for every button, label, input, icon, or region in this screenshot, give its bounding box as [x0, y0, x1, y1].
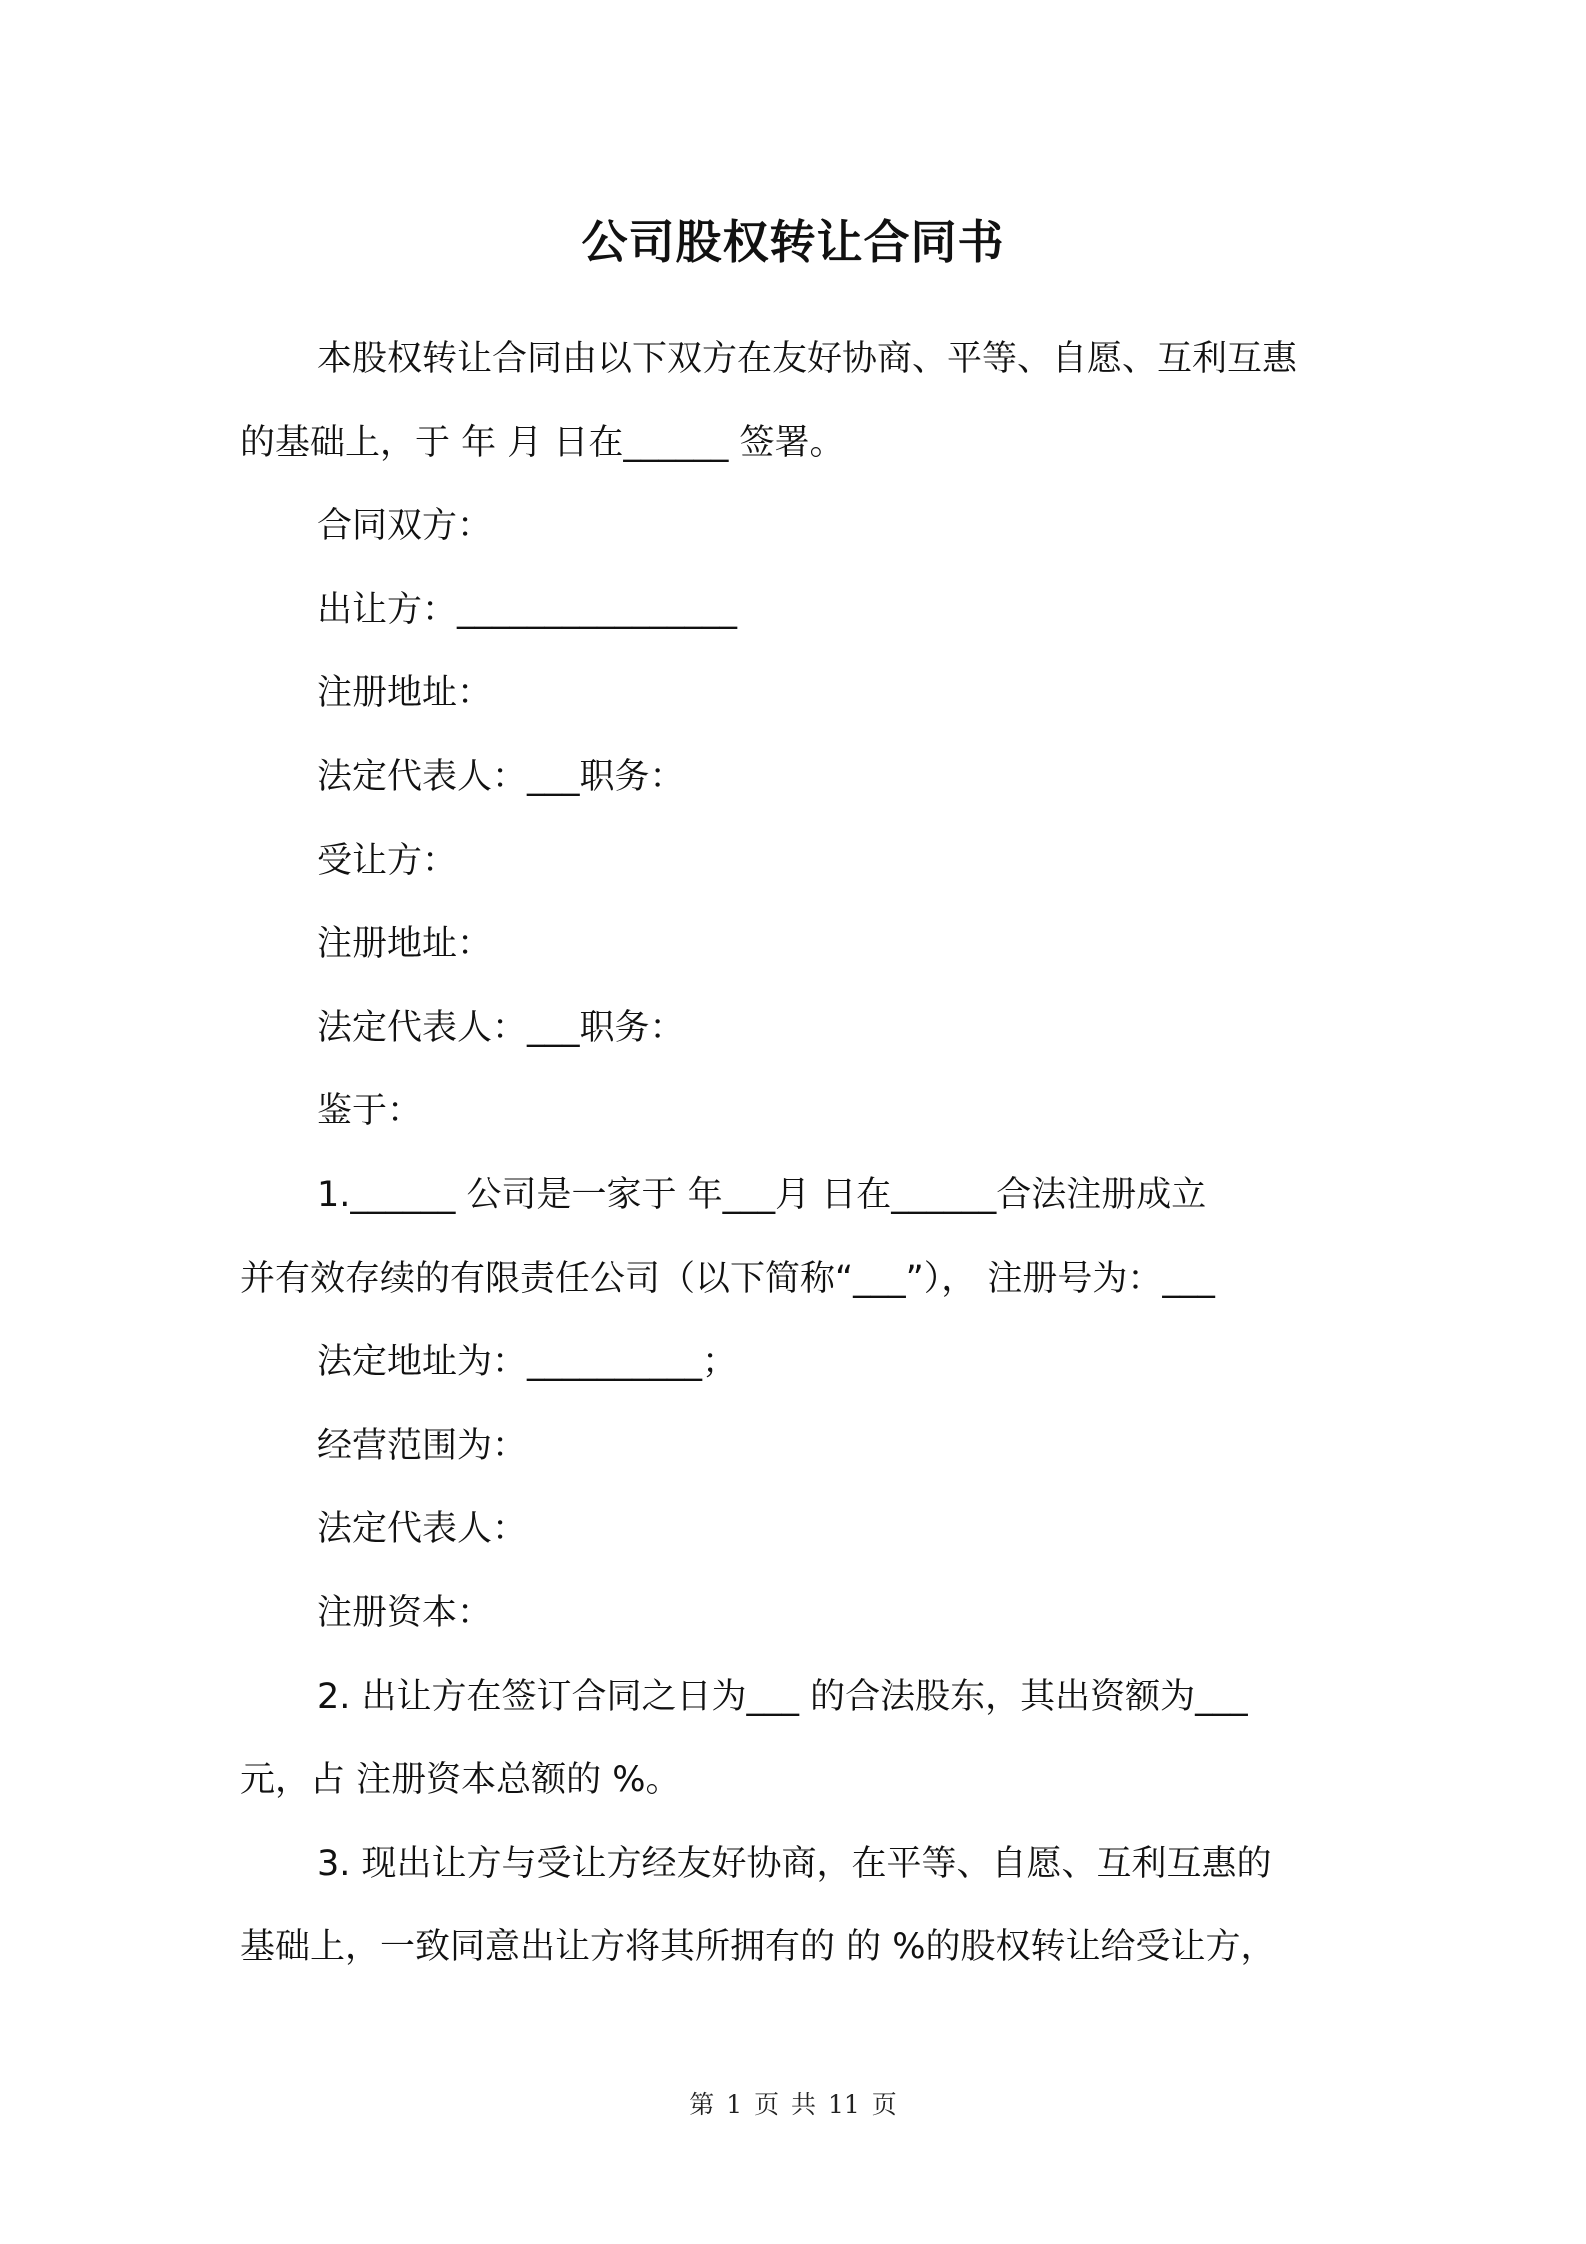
clause-2-line-1: 2. 出让方在签订合同之日为___ 的合法股东，其出资额为___: [317, 1676, 1248, 1717]
parties-heading: 合同双方：: [317, 506, 493, 547]
transferor-line: 出让方：________________: [317, 589, 738, 630]
registered-capital-line: 注册资本：: [317, 1592, 493, 1633]
clause-3-line-1: 3. 现出让方与受让方经友好协商，在平等、自愿、互利互惠的: [317, 1843, 1272, 1884]
clause-2-line-2: 元，占 注册资本总额的 %。: [240, 1760, 681, 1801]
clause-1-line-2: 并有效存续的有限责任公司（以下简称“___”）， 注册号为：___: [240, 1258, 1215, 1299]
business-scope-line: 经营范围为：: [317, 1425, 528, 1466]
legal-representative-line: 法定代表人：: [317, 1509, 528, 1550]
legal-address-line: 法定地址为：__________；: [317, 1342, 738, 1383]
transferor-address-line: 注册地址：: [317, 673, 493, 714]
transferor-representative-line: 法定代表人：___职务：: [317, 756, 685, 797]
transferee-representative-line: 法定代表人：___职务：: [317, 1007, 685, 1048]
paragraph-line-2: 的基础上，于 年 月 日在______ 签署。: [240, 422, 845, 463]
paragraph-line-1: 本股权转让合同由以下双方在友好协商、平等、自愿、互利互惠: [317, 339, 1298, 379]
clause-3-line-2: 基础上，一致同意出让方将其所拥有的 的 %的股权转让给受让方，: [240, 1927, 1276, 1968]
transferee-address-line: 注册地址：: [317, 924, 493, 965]
document-title: 公司股权转让合同书: [581, 215, 1005, 269]
whereas-heading: 鉴于：: [317, 1091, 423, 1132]
transferee-line: 受让方：: [317, 840, 458, 881]
page-number-footer: 第 1 页 共 11 页: [689, 2090, 897, 2119]
clause-1-line-1: 1.______ 公司是一家于 年___月 日在______合法注册成立: [317, 1174, 1207, 1215]
document-body: [240, 318, 1350, 1990]
